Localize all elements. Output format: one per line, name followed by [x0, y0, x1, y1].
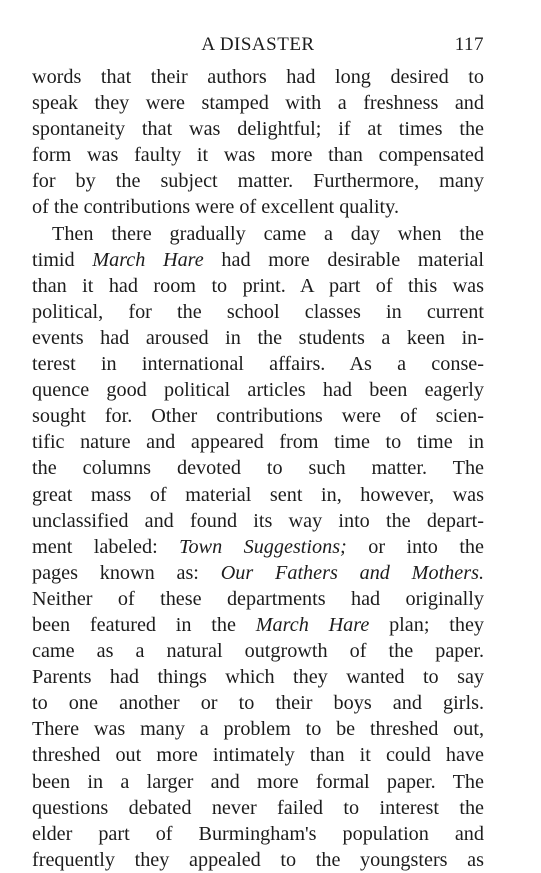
text-segment: terest in international affairs. As a conse- [32, 353, 484, 376]
text-segment: came as a natural outgrowth of the paper. [32, 640, 484, 663]
text-line [32, 612, 484, 638]
italic-title-text: March Hare [255, 613, 370, 636]
text-line [32, 116, 484, 142]
text-line [32, 429, 484, 455]
body-text [32, 64, 484, 873]
text-segment: form was faulty it was more than compensated [32, 144, 484, 167]
text-line [32, 742, 484, 768]
text-segment: pages known as: [32, 561, 221, 584]
text-line [32, 716, 484, 742]
text-segment: than it had room to print. A part of this was [32, 274, 484, 297]
text-segment: of the contributions were of excellent quality. [32, 196, 399, 219]
italic-title-text: Our Fathers and Mothers. [220, 561, 484, 584]
page-number: 117 [454, 34, 484, 55]
text-segment: political, for the school classes in current [32, 300, 484, 323]
text-segment: words that their authors had long desired to [32, 66, 484, 88]
text-segment: the columns devoted to such matter. The [32, 457, 484, 480]
text-line [32, 64, 484, 90]
text-line [32, 482, 484, 508]
text-segment: great mass of material sent in, however, was [32, 483, 484, 506]
text-segment: unclassified and found its way into the depart- [32, 509, 484, 532]
text-segment: ment labeled: [32, 535, 180, 558]
text-segment: frequently they appealed to the youngsters as [32, 848, 484, 871]
text-segment: to one another or to their boys and girls. [32, 692, 484, 715]
text-segment: sought for. Other contributions were of scien- [32, 405, 484, 428]
text-segment: elder part of Burmingham's population and [32, 822, 484, 845]
text-segment: or into the [346, 535, 484, 558]
text-line [32, 664, 484, 690]
text-segment: Neither of these departments had originally [32, 587, 484, 610]
text-segment: plan; they [369, 613, 484, 636]
text-line [32, 455, 484, 481]
text-line [32, 795, 484, 821]
text-line [32, 351, 484, 377]
text-line [32, 534, 484, 560]
text-line [32, 325, 484, 351]
text-line [32, 168, 484, 194]
text-segment: spontaneity that was delightful; if at times the [32, 118, 484, 141]
text-line [32, 821, 484, 847]
text-line [32, 90, 484, 116]
text-line [32, 221, 484, 247]
text-line [32, 142, 484, 168]
italic-title-text: Town Suggestions; [179, 535, 347, 558]
text-segment: for by the subject matter. Furthermore, many [32, 170, 484, 193]
text-segment: Then there gradually came a day when the [52, 222, 484, 245]
running-head [32, 34, 484, 58]
text-line [32, 847, 484, 873]
text-line [32, 638, 484, 664]
text-line [32, 247, 484, 273]
running-title: A DISASTER [201, 34, 315, 55]
text-line [32, 769, 484, 795]
text-segment: been in a larger and more formal paper. The [32, 770, 484, 793]
text-segment: timid [32, 248, 93, 271]
text-line [32, 377, 484, 403]
text-segment: questions debated never failed to interest the [32, 796, 484, 819]
text-line [32, 560, 484, 586]
text-segment: been featured in the [32, 613, 256, 636]
text-segment: tific nature and appeared from time to time in [32, 431, 484, 454]
text-line [32, 690, 484, 716]
text-segment: threshed out more intimately than it could have [32, 744, 484, 767]
text-line [32, 403, 484, 429]
italic-title-text: March Hare [92, 248, 204, 271]
text-segment: events had aroused in the students a keen in- [32, 326, 484, 349]
text-line [32, 586, 484, 612]
text-segment: There was many a problem to be threshed out, [32, 718, 484, 741]
text-line [32, 273, 484, 299]
text-line [32, 299, 484, 325]
text-segment: quence good political articles had been eagerly [32, 379, 484, 402]
text-line [32, 194, 484, 220]
text-segment: Parents had things which they wanted to say [32, 666, 484, 689]
text-line [32, 508, 484, 534]
text-segment: had more desirable material [203, 248, 484, 271]
text-segment: speak they were stamped with a freshness and [32, 92, 484, 115]
